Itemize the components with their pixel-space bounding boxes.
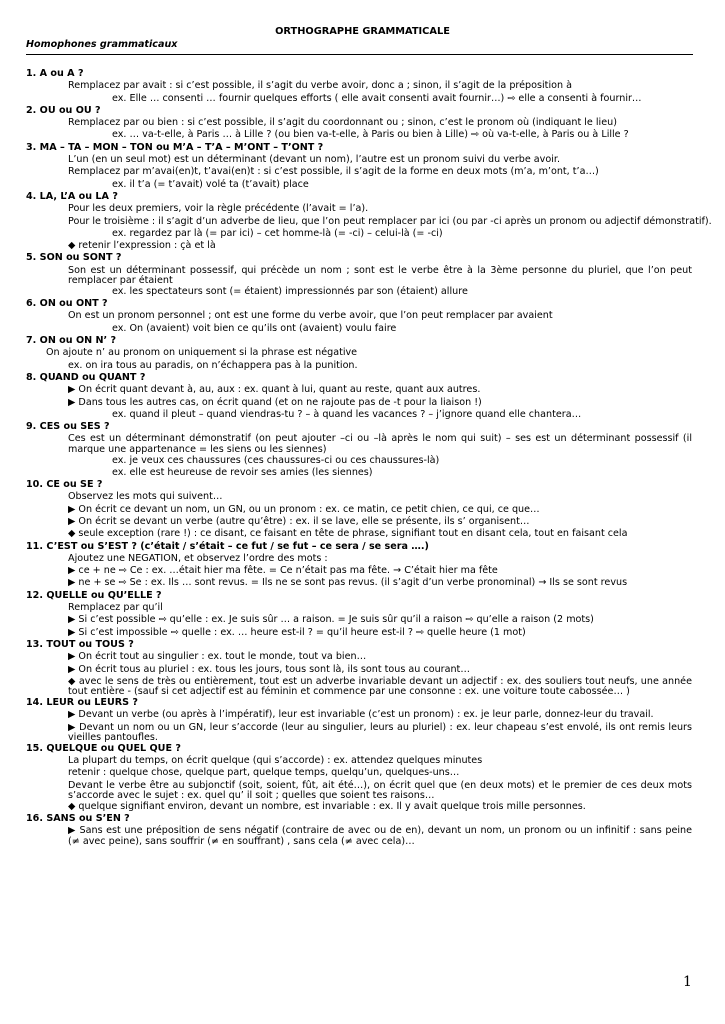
- text-line: Remplacez par avait : si c’est possible, il s’agit du verbe avoir, donc a ; sinon, il s’agit de la préposition à: [68, 80, 572, 92]
- text-line: Son est un déterminant possessif, qui précède un nom ; sont est le verbe être à la 3ème personne du pluriel, que l’on peut remplacer par étaient: [68, 264, 692, 287]
- page-title: ORTHOGRAPHE GRAMMATICALE: [275, 26, 450, 37]
- page-subtitle: Homophones grammaticaux: [26, 39, 178, 50]
- text-line: ▶ ne + se ⇨ Se : ex. Ils … sont revus. = Ils ne se sont pas revus. (il s’agit d’un verbe pronominal) → Ils se sont revus: [68, 577, 628, 589]
- text-line: ▶ On écrit ce devant un nom, un GN, ou un pronom : ex. ce matin, ce petit chien, ce qui, ce que…: [68, 503, 540, 515]
- section-heading: 5. SON ou SONT ?: [26, 252, 122, 264]
- text-line: Devant le verbe être au subjonctif (soit, soient, fût, ait été…), on écrit quel que (en deux mots) et le premier de ces deux mots s’accorde avec le sujet : ex. quel qu’ il soit ; quelles que soient tes raisons…: [68, 779, 692, 802]
- text-line: ex. je veux ces chaussures (ces chaussures-ci ou ces chaussures-là): [112, 454, 440, 466]
- text-line: ▶ Sans est une préposition de sens négatif (contraire de avec ou de en), devant un nom, un pronom ou un infinitif : sans peine (≠ avec peine), sans souffrir (≠ en souffrant) , sans cela (≠ avec cela)…: [68, 825, 692, 847]
- text-line: ▶ On écrit tous au pluriel : ex. tous les jours, tous sont là, ils sont tous au courant…: [68, 663, 470, 675]
- header-divider: [26, 54, 693, 55]
- text-line: ex. les spectateurs sont (= étaient) impressionnés par son (étaient) allure: [112, 285, 468, 297]
- text-line: ex. regardez par là (= par ici) – cet homme-là (= -ci) – celui-là (= -ci): [112, 227, 443, 239]
- text-line: On ajoute n’ au pronom on uniquement si la phrase est négative: [46, 347, 358, 359]
- text-line: ex. On (avaient) voit bien ce qu’ils ont (avaient) voulu faire: [112, 322, 397, 334]
- text-line: ▶ Devant un verbe (ou après à l’impératif), leur est invariable (c’est un pronom) : ex. je leur parle, donnez-leur du travail.: [68, 709, 654, 721]
- text-line: ex. il t’a (= t’avait) volé ta (t’avait) place: [112, 178, 309, 190]
- text-line: ex. elle est heureuse de revoir ses amies (les siennes): [112, 466, 373, 478]
- section-heading: 4. LA, L’A ou LA ?: [26, 190, 118, 202]
- text-line: Pour les deux premiers, voir la règle précédente (l’avait = l’a).: [68, 203, 369, 215]
- page-number: 1: [683, 974, 692, 990]
- text-line: ▶ Devant un nom ou un GN, leur s’accorde (leur au singulier, leurs au pluriel) : ex. leur chapeau s’est envolé, ils ont remis leurs vieilles pantoufles.: [68, 721, 692, 744]
- section-heading: 7. ON ou ON N’ ?: [26, 335, 117, 347]
- text-line: Remplacez par qu’il: [68, 602, 163, 614]
- text-line: Ajoutez une NEGATION, et observez l’ordre des mots :: [68, 552, 328, 564]
- text-line: ▶ Si c’est possible ⇨ qu’elle : ex. Je suis sûr … a raison. = Je suis sûr qu’il a raison ⇨ qu’elle a raison (2 mots): [68, 614, 594, 626]
- section-heading: 14. LEUR ou LEURS ?: [26, 696, 138, 708]
- text-line: La plupart du temps, on écrit quelque (qui s’accorde) : ex. attendez quelques minutes: [68, 754, 483, 766]
- section-heading: 13. TOUT ou TOUS ?: [26, 638, 134, 650]
- section-heading: 2. OU ou OU ?: [26, 104, 101, 116]
- text-line: ex. quand il pleut – quand viendras-tu ? – à quand les vacances ? – j’ignore quand elle chantera…: [112, 408, 582, 420]
- text-line: ▶ On écrit tout au singulier : ex. tout le monde, tout va bien…: [68, 651, 367, 663]
- text-line: ◆ avec le sens de très ou entièrement, tout est un adverbe invariable devant un adjectif : ex. des souliers tout neufs, une année tout entière - (sauf si cet adjectif est au féminin et commence par une consonne : ex. une voiture toute cabossée… ): [68, 675, 692, 698]
- section-heading: 15. QUELQUE ou QUEL QUE ?: [26, 742, 181, 754]
- text-line: retenir : quelque chose, quelque part, quelque temps, quelqu’un, quelques-uns…: [68, 767, 460, 779]
- section-heading: 16. SANS ou S’EN ?: [26, 812, 130, 824]
- text-line: ex. Elle … consenti … fournir quelques efforts ( elle avait consenti avait fournir…) ⇨ elle a consenti à fournir…: [112, 92, 642, 104]
- section-heading: 8. QUAND ou QUANT ?: [26, 371, 146, 383]
- text-line: Pour le troisième : il s’agit d’un adverbe de lieu, que l’on peut remplacer par ici (ou par -ci après un pronom ou adjectif démonstratif).: [68, 215, 712, 227]
- text-line: On est un pronom personnel ; ont est une forme du verbe avoir, que l’on peut remplacer par avaient: [68, 310, 553, 322]
- section-heading: 12. QUELLE ou QU’ELLE ?: [26, 589, 162, 601]
- text-line: L’un (en un seul mot) est un déterminant (devant un nom), l’autre est un pronom suivi du verbe avoir.: [68, 154, 561, 166]
- text-line: ◆ retenir l’expression : çà et là: [68, 240, 216, 252]
- text-line: ▶ On écrit se devant un verbe (autre qu’être) : ex. il se lave, elle se présente, ils s’ organisent…: [68, 515, 530, 527]
- section-heading: 11. C’EST ou S’EST ? (c’était / s’était – ce fut / se fut – ce sera / se sera ….): [26, 540, 429, 552]
- text-line: Observez les mots qui suivent…: [68, 491, 223, 503]
- text-line: ▶ Si c’est impossible ⇨ quelle : ex. … heure est-il ? = qu’il heure est-il ? ⇨ quelle heure (1 mot): [68, 626, 526, 638]
- text-line: ex. … va-t-elle, à Paris … à Lille ? (ou bien va-t-elle, à Paris ou bien à Lille) ⇨ où va-t-elle, à Paris ou à Lille ?: [112, 129, 629, 141]
- document-body: [26, 68, 712, 847]
- section-heading: 1. A ou A ?: [26, 68, 84, 79]
- text-line: ▶ On écrit quant devant à, au, aux : ex. quant à lui, quant au reste, quant aux autres.: [68, 384, 481, 396]
- text-line: Remplacez par m’avai(en)t, t’avai(en)t : si c’est possible, il s’agit de la forme en deux mots (m’a, m’ont, t’a…): [68, 166, 599, 178]
- text-line: ex. on ira tous au paradis, on n’échappera pas à la punition.: [68, 359, 358, 371]
- section-heading: 6. ON ou ONT ?: [26, 298, 108, 310]
- text-line: ▶ Dans tous les autres cas, on écrit quand (et on ne rajoute pas de -t pour la liaison !): [68, 396, 482, 408]
- text-line: ◆ seule exception (rare !) : ce disant, ce faisant en tête de phrase, signifiant tout en disant cela, tout en faisant cela: [68, 528, 628, 540]
- section-heading: 9. CES ou SES ?: [26, 421, 110, 433]
- section-heading: 10. CE ou SE ?: [26, 479, 103, 491]
- text-line: ▶ ce + ne ⇨ Ce : ex. …était hier ma fête. = Ce n’était pas ma fête. → C’était hier ma fête: [68, 565, 498, 577]
- text-line: Ces est un déterminant démonstratif (on peut ajouter –ci ou –là après le nom qui suit) – ses est un déterminant possessif (il marque une appartenance = les siens ou les siennes): [68, 433, 692, 455]
- text-line: ◆ quelque signifiant environ, devant un nombre, est invariable : ex. Il y avait quelque trois mille personnes.: [68, 800, 586, 812]
- text-line: Remplacez par ou bien : si c’est possible, il s’agit du coordonnant ou ; sinon, c’est le pronom où (indiquant le lieu): [68, 117, 617, 129]
- section-heading: 3. MA – TA – MON – TON ou M’A – T’A – M’ONT – T’ONT ?: [26, 141, 324, 153]
